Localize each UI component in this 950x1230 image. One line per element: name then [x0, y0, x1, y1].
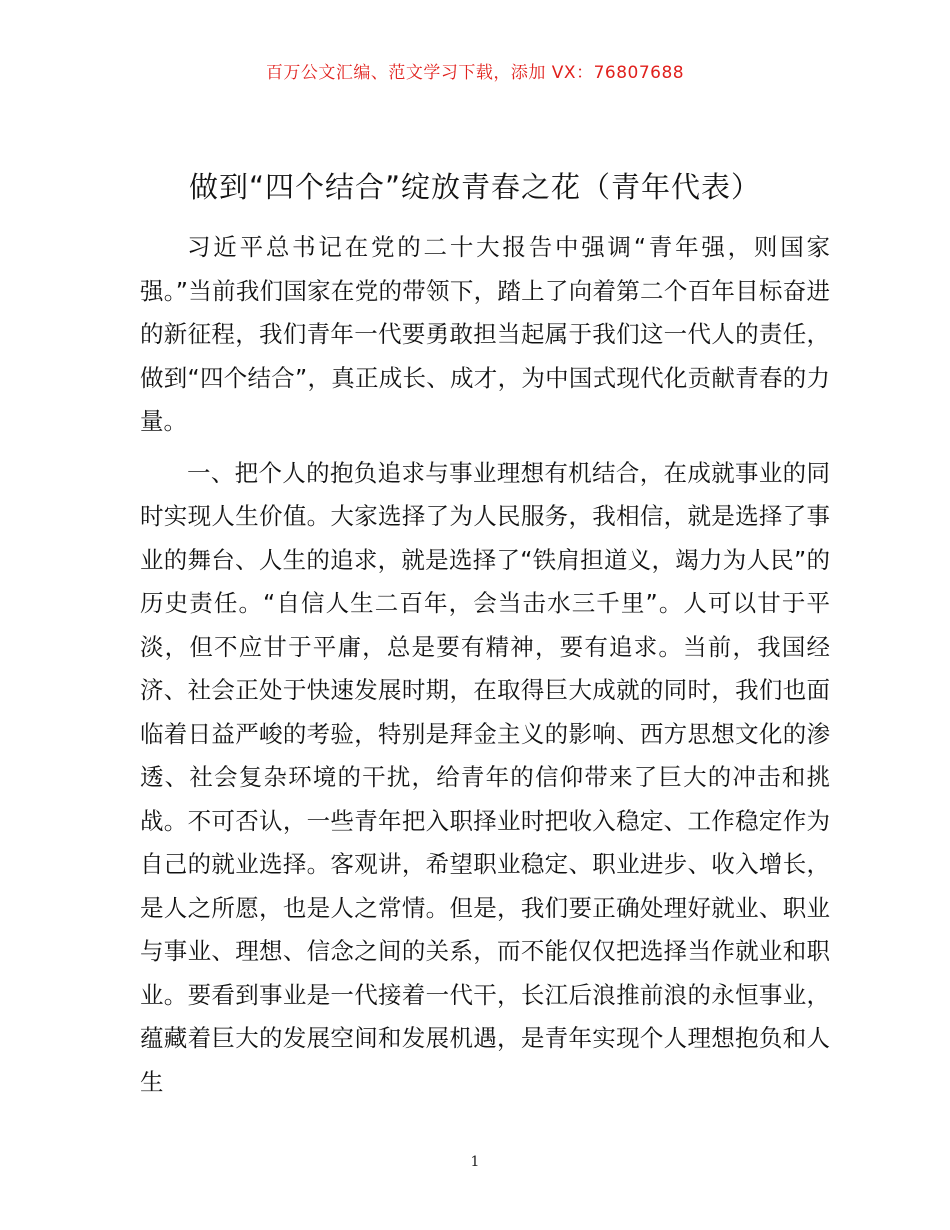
watermark-header: 百万公文汇编、范文学习下载，添加 VX：76807688 — [265, 63, 685, 83]
document-body — [140, 226, 830, 1104]
body-paragraph-section-one: 一、把个人的抱负追求与事业理想有机结合，在成就事业的同时实现人生价值。大家选择了为人民服务，我相信，就是选择了事业的舞台、人生的追求，就是选择了“铁肩担道义，竭力为人民”的历史责任。“自信人生二百年，会当击水三千里”。人可以甘于平淡，但不应甘于平庸，总是要有精神，要有追求。当前，我国经济、社会正处于快速发展时期，在取得巨大成就的同时，我们也面临着日益严峻的考验，特别是拜金主义的影响、西方思想文化的渗透、社会复杂环境的干扰，给青年的信仰带来了巨大的冲击和挑战。不可否认，一些青年把入职择业时把收入稳定、工作稳定作为自己的就业选择。客观讲，希望职业稳定、职业进步、收入增长，是人之所愿，也是人之常情。但是，我们要正确处理好就业、职业与事业、理想、信念之间的关系，而不能仅仅把选择当作就业和职业。要看到事业是一代接着一代干，长江后浪推前浪的永恒事业，蕴藏着巨大的发展空间和发展机遇，是青年实现个人理想抱负和人生 — [140, 458, 830, 1096]
page-number: 1 — [470, 1154, 480, 1170]
body-paragraph-intro: 习近平总书记在党的二十大报告中强调“青年强，则国家强。”当前我们国家在党的带领下，踏上了向着第二个百年目标奋进的新征程，我们青年一代要勇敢担当起属于我们这一代人的责任，做到“四个结合”，真正成长、成才，为中国式现代化贡献青春的力量。 — [140, 233, 830, 435]
document-title: 做到“四个结合”绽放青春之花（青年代表） — [188, 170, 762, 204]
